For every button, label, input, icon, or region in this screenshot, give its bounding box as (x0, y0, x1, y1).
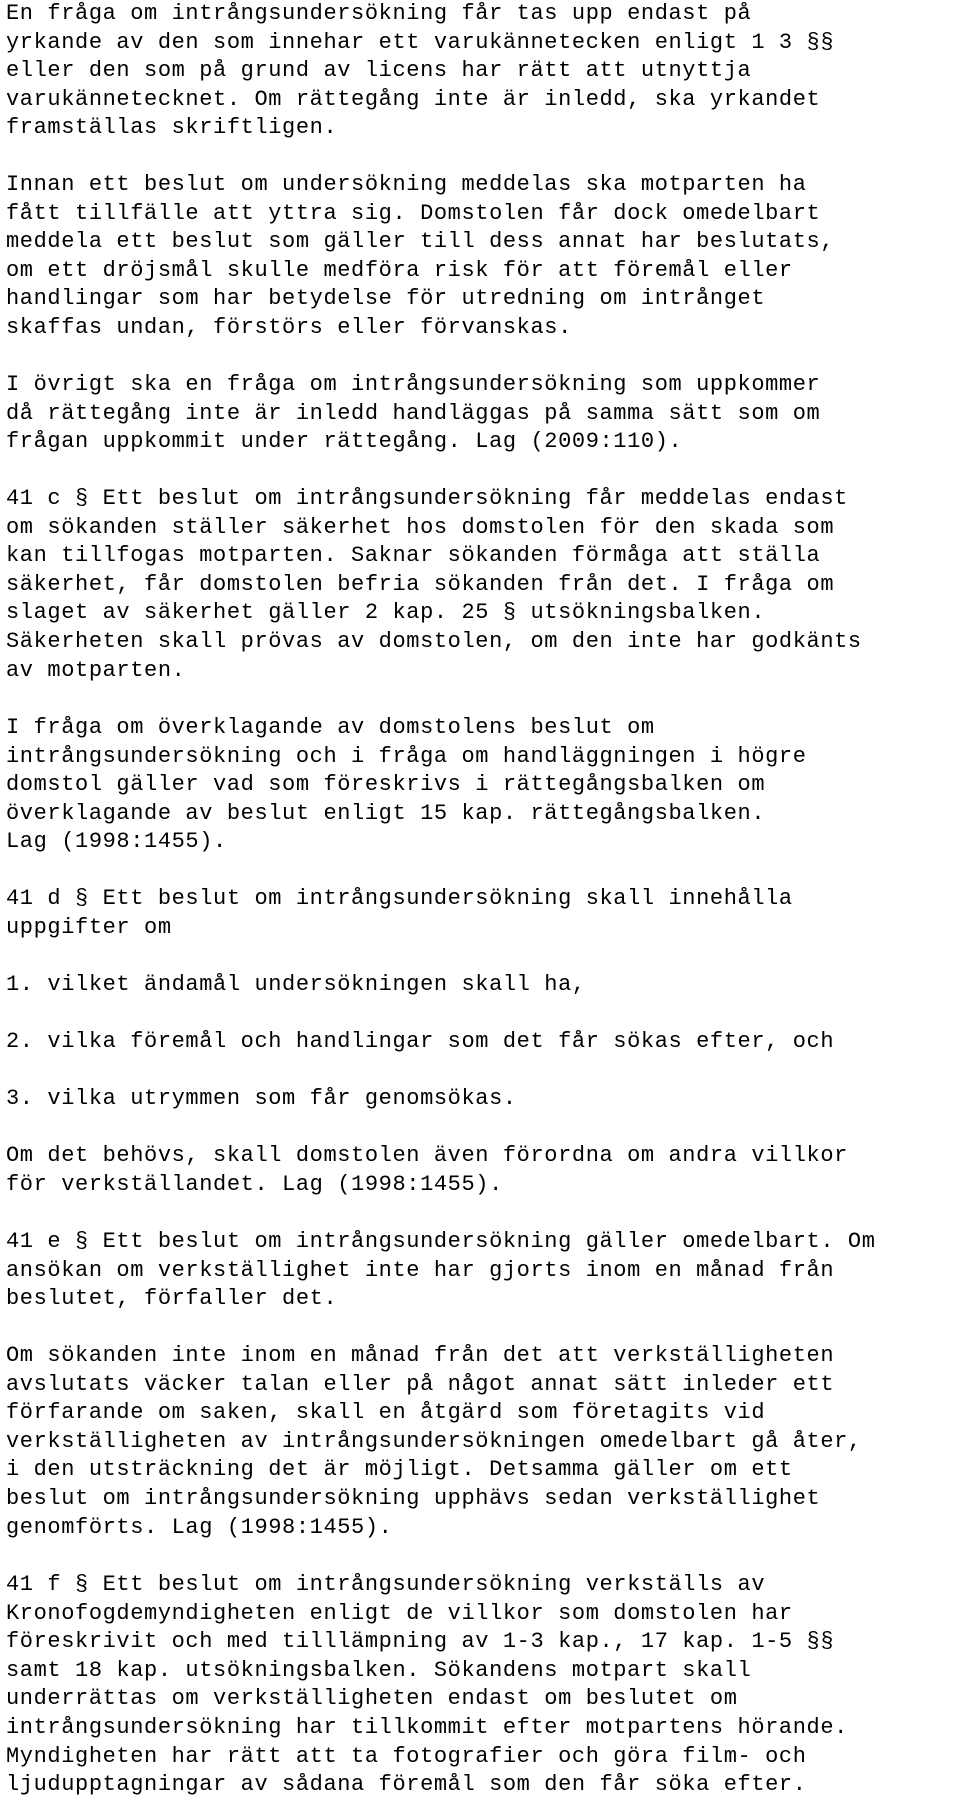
text-line: slaget av säkerhet gäller 2 kap. 25 § utsökningsbalken. (6, 600, 766, 626)
text-line: om sökanden ställer säkerhet hos domstolen för den skada som (6, 514, 835, 540)
text-line: beslutet, förfaller det. (6, 1286, 338, 1312)
text-line: samt 18 kap. utsökningsbalken. Sökandens motpart skall (6, 1657, 752, 1683)
list-item-1 (6, 971, 960, 1000)
text-line: 41 f § Ett beslut om intrångsundersökning verkställs av (6, 1572, 766, 1597)
text-line: I övrigt ska en fråga om intrångsundersökning som uppkommer (6, 372, 821, 397)
text-line: Lag (1998:1455). (6, 829, 227, 855)
text-line: Säkerheten skall prövas av domstolen, om den inte har godkänts (6, 628, 862, 654)
paragraph-ovrigt-handlaggning (6, 371, 960, 457)
text-line: frågan uppkommit under rättegång. Lag (2009:110). (6, 429, 683, 455)
paragraph-atgard-gar-ater (6, 1342, 960, 1542)
text-line: intrångsundersökning och i fråga om handläggningen i högre (6, 743, 807, 769)
text-line: om ett dröjsmål skulle medföra risk för att föremål eller (6, 257, 793, 283)
text-line: uppgifter om (6, 914, 172, 940)
text-line: 41 d § Ett beslut om intrångsundersökning skall innehålla (6, 886, 793, 911)
text-line: Myndigheten har rätt att ta fotografier och göra film- och (6, 1743, 807, 1769)
section-41e (6, 1228, 960, 1314)
text-line: verkställigheten av intrångsundersökningen omedelbart gå åter, (6, 1428, 862, 1454)
text-line: genomförts. Lag (1998:1455). (6, 1514, 393, 1540)
text-line: Innan ett beslut om undersökning meddelas ska motparten ha (6, 172, 807, 197)
list-item-2 (6, 1028, 960, 1057)
text-line: framställas skriftligen. (6, 115, 338, 141)
text-line: skaffas undan, förstörs eller förvanskas. (6, 314, 572, 340)
text-line: ljudupptagningar av sådana föremål som den får söka efter. (6, 1772, 807, 1798)
text-line: föreskrivit och med tilllämpning av 1-3 kap., 17 kap. 1-5 §§ (6, 1629, 835, 1655)
section-41d (6, 885, 960, 942)
text-line: I fråga om överklagande av domstolens beslut om (6, 715, 655, 740)
text-line: underrättas om verkställigheten endast om beslutet om (6, 1686, 738, 1712)
text-line: beslut om intrångsundersökning upphävs sedan verkställighet (6, 1485, 821, 1511)
text-line: Om det behövs, skall domstolen även förordna om andra villkor (6, 1143, 848, 1168)
text-line: Om sökanden inte inom en månad från det att verkställigheten (6, 1343, 835, 1368)
text-line: En fråga om intrångsundersökning får tas upp endast på (6, 1, 752, 26)
text-line: domstol gäller vad som föreskrivs i rättegångsbalken om (6, 772, 766, 798)
text-line: 41 e § Ett beslut om intrångsundersökning gäller omedelbart. Om (6, 1229, 876, 1254)
section-41c (6, 485, 960, 685)
text-line: ansökan om verkställighet inte har gjorts inom en månad från (6, 1257, 835, 1283)
text-line: överklagande av beslut enligt 15 kap. rättegångsbalken. (6, 800, 766, 826)
text-line: meddela ett beslut som gäller till dess annat har beslutats, (6, 229, 835, 255)
text-line: fått tillfälle att yttra sig. Domstolen får dock omedelbart (6, 200, 821, 226)
text-line: kan tillfogas motparten. Saknar sökanden förmåga att ställa (6, 543, 821, 569)
text-line: för verkställandet. Lag (1998:1455). (6, 1171, 503, 1197)
text-line: intrångsundersökning har tillkommit efter motpartens hörande. (6, 1714, 848, 1740)
paragraph-overklagande (6, 714, 960, 857)
text-line: säkerhet, får domstolen befria sökanden från det. I fråga om (6, 571, 835, 597)
text-line: Kronofogdemyndigheten enligt de villkor som domstolen har (6, 1600, 793, 1626)
text-line: handlingar som har betydelse för utredning om intrånget (6, 286, 766, 312)
paragraph-intrangsundersokning-yrkande (6, 0, 960, 143)
text-line: av motparten. (6, 657, 186, 683)
paragraph-motpart-yttrande (6, 171, 960, 343)
text-line: då rättegång inte är inledd handläggas på samma sätt som om (6, 400, 821, 426)
paragraph-andra-villkor (6, 1142, 960, 1199)
text-line: 1. vilket ändamål undersökningen skall ha, (6, 972, 586, 997)
text-line: 2. vilka föremål och handlingar som det får sökas efter, och (6, 1029, 835, 1054)
text-line: eller den som på grund av licens har rätt att utnyttja (6, 58, 752, 84)
text-line: yrkande av den som innehar ett varukännetecken enligt 1 3 §§ (6, 29, 835, 55)
text-line: varukännetecknet. Om rättegång inte är inledd, ska yrkandet (6, 86, 821, 112)
section-41f (6, 1571, 960, 1800)
list-item-3 (6, 1085, 960, 1114)
text-line: avslutats väcker talan eller på något annat sätt inleder ett (6, 1371, 835, 1397)
text-line: i den utsträckning det är möjligt. Detsamma gäller om ett (6, 1457, 793, 1483)
text-line: förfarande om saken, skall en åtgärd som företagits vid (6, 1400, 766, 1426)
text-line: 3. vilka utrymmen som får genomsökas. (6, 1086, 517, 1111)
text-line: 41 c § Ett beslut om intrångsundersökning får meddelas endast (6, 486, 848, 511)
